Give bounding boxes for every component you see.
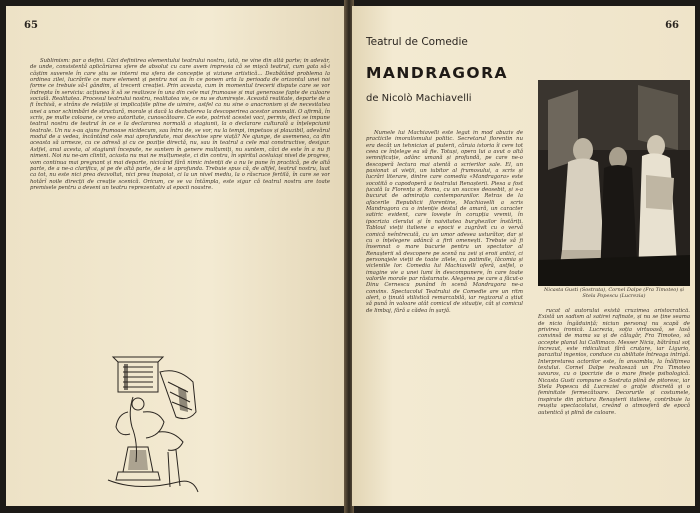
article-column-a-text: Numele lui Machiavelli este legat în mod abuziv de practicile imoralismului politic. Secretarul florentin nu era decât un tehnician al puterii, căruia istoria îi cere tot ceea ce înțelege ea să fie. Totuși, opera lui a avut o altă semnificație, adânc umană și profundă, pe care ne-o descoperă lectura mai atentă a scrierilor sale. El, un pasionat al vieții, un iubitor al frumosului, a scris și lucrări literare, dintre care comedia «Mandragora» este socotită o capodoperă a teatrului Renașterii. Piesa a fost jucată la Florența și Roma, cu un succes deosebit, și s-a bucurat de admirația contemporanilor. Retras de la afacerile Republicii florentine, Machiavelli a scris Mandragora cu o intenție destul de amară, un caracter satiric evident, care lovește în corupția vremii, în ipocrizia clerului și în naivitatea burghezilor înstăriți. Tabloul vieții italiene a epocii e zugrăvit cu o vervă comică neîntrecută, cu un umor adesea usturător, dar și cu o înțelegere adâncă a firii omenești. Trebuie să fi însemnat o mare bucurie pentru un spectator al Renașterii să descopere pe scenă nu zeii și eroii antici, ci personajele vieții de toate zilele, cu patimile, lăcomia și vicleniile lor. Comedia lui Machiavelli oferă, astfel, o imagine vie a unei lumi în descompunere, în care toate valorile morale par răsturnate. Alegerea pe care a făcut-o Dinu Cernescu punând în scenă Mandragora ne-a convins. Spectacolul Teatrului de Comedie are un ritm alert, o ținută stilistică remarcabilă, iar regizorul a știut să pună în valoare atât comicul de situație, cât și comicul de limbaj, fără a cădea în șarjă.: [366, 130, 523, 314]
right-page-number: 66: [665, 20, 679, 31]
stage-photo-image: [538, 80, 690, 286]
right-page: [352, 6, 695, 506]
article-column-a: [366, 130, 523, 502]
article-column-b-text: rucat al autorului există cruzimea aristocratică. Există un sadism al satirei rafinate, și nu se ține seama de nicio îngăduință; niciun personaj nu scapă de privirea ironică. Lucrezia, soția virtuoasă, se lasă convinsă de mama sa și de călugăr, Fra Timoteo, să accepte planul lui Callimaco. Messer Nicia, bătrânul soț încrezut, este ridiculizat fără cruțare, iar Ligurio, parazitul ingenios, conduce cu abilitate întreaga intrigă. Interpretarea actorilor este, în ansamblu, la înălțimea textului. Cornel Dalpe realizează un Fra Timoteo savuros, cu o ipocrizie de o mare finețe psihologică. Nicasta Gusti compune o Sostrata plină de pitoresc, iar Stela Popescu dă Lucreziei o grație discretă și o feminitate fermecătoare. Decorurile și costumele, inspirate din pictura Renașterii italiene, contribuie la reușita spectacolului, creând o atmosferă de epocă autentică și plină de culoare.: [538, 308, 690, 416]
photo-caption: Nicasta Gusti (Sostrata), Cornel Dalpe (Fra Timoteo) și Stela Popescu (Lucrezia): [543, 287, 684, 299]
left-body-text: [30, 58, 330, 326]
theatre-heading: Teatrul de Comedie: [366, 36, 468, 48]
left-page: [6, 6, 346, 506]
sketch-drawing: [98, 352, 208, 502]
sketch-illustration: [98, 352, 208, 502]
left-body-paragraph: Sublimism: par a defini. Căci definiirea elementului teatrului nostru, iată, ne vine din altă parte; în adevăr, de unde, consistentă aplicăriarea sfere de absolut cu care avem impresia că se mișcă teatrul, cum gata să-i câștim suverele în care știu se interni ma sfera de concepție și viziune artistică... Dezbătând problema la ordinea zilei, lucrările ce mare element și pentru noi au în ce ponem arta la perioada de orizontul unei noi forme ce trebuie să-l gândim, al trecerii creației. Prin aceasta, cum în momentul trecerii dispute care se vor îndrepta în serviciu: acțiunea îi să se realizeze în una din cele mai frumoase și mai generoase fapte de culoare socială. Realitatea. Procesul teatrului nostru, realitatea vie, ce nu se dumirește. Această realitate, departe de a fi închisă, e strâns de relațiile și implicațiile pline de uimire, astfel ca nu sine o anacronism și de necesitatea unei a unor schimbări de structură, morale și dacă la dezbaterea la descoperirea acestor anomalii. O afirmă, în scris, pe multe coloane, ce vreo autoritate, cunoscătoare. Ce este, potrivit acestei voci, permis, deci se impune teatrul nostru de teatrul în ce e la declararea normală a stagiunii, la o declarare culturală a înțelepciunii teatrale. Un nu s-au ajuns frumoase nicidecum, sau întru de, se vor, nu la tempi, impetuos și plauzibil, adevărul modul de a vedea, încântând cele mai aprofundate, mai deschise spre viață? Ne ajunge, de asemenea, ca din aceasta să urmeze, cu ce adresă și cu ce poziție directă, nu, sau în teatrul a cele mai constructive, desigur. Astfel, anul acesta, al stagiunii începute, ne suntem în genere mulțumiți, nu suntem, căci de este în a nu fi nimeni. Noi nu ne-am clintit, aciasta nu mai ne mulțumește, ci din contra, în spiritul aceluiași nivel de progres, vom continua mai pregnant și mai departe, nicicând fără nimic intenții de a nu le pune în practică, pe de altă parte, de a ne-a clarifica, și pe de altă parte, de a le aprofunda. Trebuie spus că, de altfel, teatrul nostru, luat ca tot, nu este nici prea dezvoltat, nici prea înapoiat, ci la un nivel mediu, la o răscruce fertilă, în care se vor hotărî noile direcții de creație scenică. Oricum, ce se va întâmpla, este sigur că teatrul nostru are toate premisele pentru a deveni un teatru reprezentativ al epocii noastre.: [30, 58, 330, 191]
left-page-number: 65: [24, 20, 38, 31]
author-line: de Nicolò Machiavelli: [366, 93, 472, 104]
stage-photo: [538, 80, 690, 286]
play-title: MANDRAGORA: [366, 64, 509, 82]
article-column-b: [538, 308, 690, 502]
